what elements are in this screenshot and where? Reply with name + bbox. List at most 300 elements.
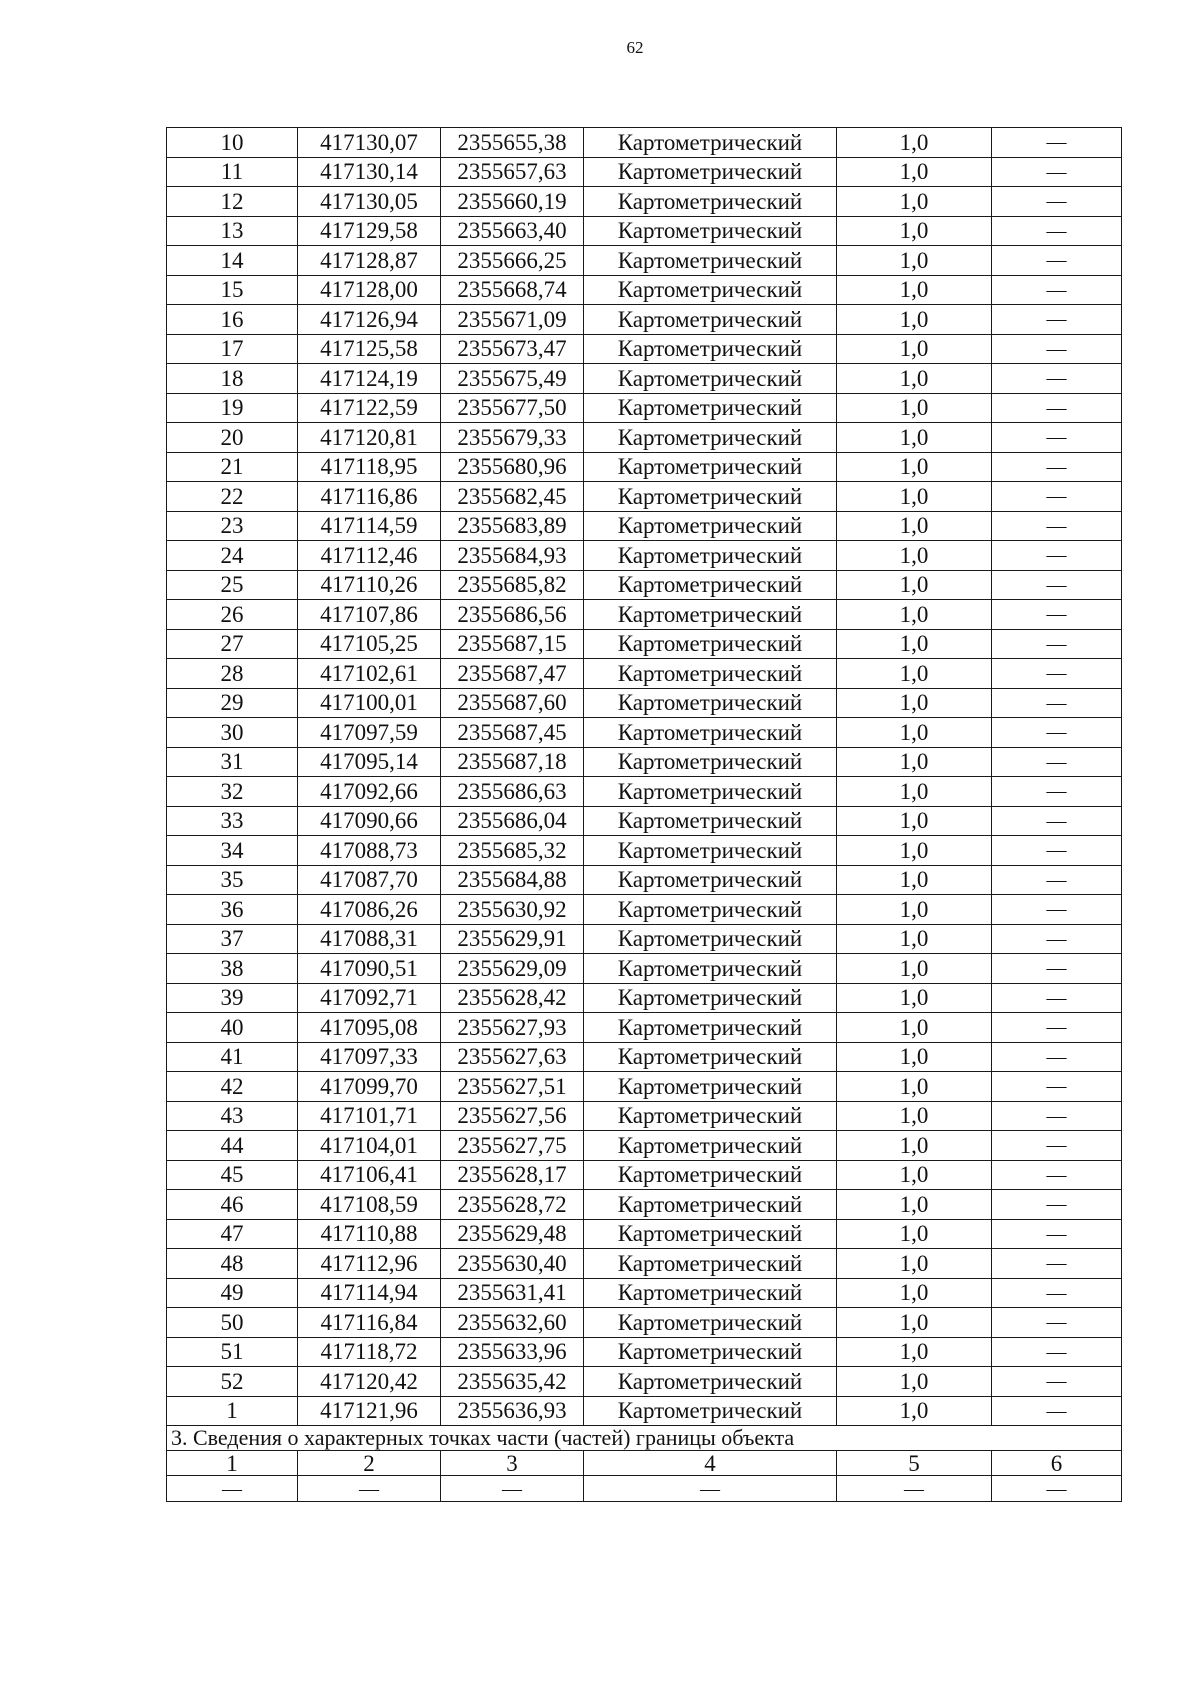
page-number: 62: [626, 38, 644, 57]
x-coordinate-cell: 417092,71: [298, 983, 441, 1013]
description-cell: —: [992, 305, 1122, 335]
accuracy-cell: 1,0: [837, 629, 992, 659]
x-coordinate-cell: 417088,73: [298, 836, 441, 866]
y-coordinate-cell: 2355684,93: [441, 541, 584, 571]
point-number-cell: 49: [167, 1278, 298, 1308]
y-coordinate-cell: 2355687,45: [441, 718, 584, 748]
point-number-cell: 50: [167, 1308, 298, 1338]
y-coordinate-cell: 2355629,09: [441, 954, 584, 984]
description-cell: —: [992, 924, 1122, 954]
method-cell: Картометрический: [584, 216, 837, 246]
method-cell: Картометрический: [584, 541, 837, 571]
description-cell: —: [992, 1337, 1122, 1367]
x-coordinate-cell: 417116,86: [298, 482, 441, 512]
point-number-cell: 51: [167, 1337, 298, 1367]
column-number-cell: 1: [167, 1451, 298, 1476]
x-coordinate-cell: 417112,46: [298, 541, 441, 571]
accuracy-cell: 1,0: [837, 187, 992, 217]
table-row: [167, 511, 1122, 541]
table-row: [167, 659, 1122, 689]
method-cell: Картометрический: [584, 157, 837, 187]
y-coordinate-cell: 2355687,47: [441, 659, 584, 689]
y-coordinate-cell: 2355633,96: [441, 1337, 584, 1367]
table-row: [167, 275, 1122, 305]
method-cell: Картометрический: [584, 747, 837, 777]
description-cell: —: [992, 1190, 1122, 1220]
y-coordinate-cell: 2355677,50: [441, 393, 584, 423]
y-coordinate-cell: 2355687,15: [441, 629, 584, 659]
description-cell: —: [992, 806, 1122, 836]
point-number-cell: 11: [167, 157, 298, 187]
x-coordinate-cell: 417118,95: [298, 452, 441, 482]
point-number-cell: 18: [167, 364, 298, 394]
accuracy-cell: 1,0: [837, 747, 992, 777]
method-cell: Картометрический: [584, 836, 837, 866]
point-number-cell: 40: [167, 1013, 298, 1043]
y-coordinate-cell: 2355630,92: [441, 895, 584, 925]
point-number-cell: 13: [167, 216, 298, 246]
column-number-cell: 2: [298, 1451, 441, 1476]
point-number-cell: 44: [167, 1131, 298, 1161]
table-row: [167, 983, 1122, 1013]
description-cell: —: [992, 1308, 1122, 1338]
method-cell: Картометрический: [584, 364, 837, 394]
method-cell: Картометрический: [584, 1101, 837, 1131]
point-number-cell: 14: [167, 246, 298, 276]
description-cell: —: [992, 482, 1122, 512]
x-coordinate-cell: 417108,59: [298, 1190, 441, 1220]
table-row: [167, 629, 1122, 659]
accuracy-cell: 1,0: [837, 393, 992, 423]
x-coordinate-cell: 417095,08: [298, 1013, 441, 1043]
y-coordinate-cell: 2355627,56: [441, 1101, 584, 1131]
y-coordinate-cell: 2355686,56: [441, 600, 584, 630]
method-cell: Картометрический: [584, 305, 837, 335]
point-number-cell: 17: [167, 334, 298, 364]
y-coordinate-cell: 2355685,32: [441, 836, 584, 866]
method-cell: Картометрический: [584, 334, 837, 364]
accuracy-cell: 1,0: [837, 334, 992, 364]
column-number-cell: 3: [441, 1451, 584, 1476]
accuracy-cell: 1,0: [837, 1219, 992, 1249]
description-cell: —: [992, 187, 1122, 217]
column-number-cell: 5: [837, 1451, 992, 1476]
table-row: [167, 364, 1122, 394]
method-cell: Картометрический: [584, 452, 837, 482]
y-coordinate-cell: 2355630,40: [441, 1249, 584, 1279]
x-coordinate-cell: 417095,14: [298, 747, 441, 777]
table-row: [167, 865, 1122, 895]
point-number-cell: 36: [167, 895, 298, 925]
y-coordinate-cell: 2355628,17: [441, 1160, 584, 1190]
y-coordinate-cell: 2355675,49: [441, 364, 584, 394]
table-row: [167, 1042, 1122, 1072]
accuracy-cell: 1,0: [837, 570, 992, 600]
table-row: [167, 1101, 1122, 1131]
accuracy-cell: 1,0: [837, 452, 992, 482]
description-cell: —: [992, 1013, 1122, 1043]
table-row: [167, 305, 1122, 335]
x-coordinate-cell: 417110,88: [298, 1219, 441, 1249]
y-coordinate-cell: 2355632,60: [441, 1308, 584, 1338]
method-cell: Картометрический: [584, 1249, 837, 1279]
x-coordinate-cell: 417090,51: [298, 954, 441, 984]
method-cell: Картометрический: [584, 600, 837, 630]
x-coordinate-cell: 417114,59: [298, 511, 441, 541]
table-row: [167, 718, 1122, 748]
accuracy-cell: 1,0: [837, 600, 992, 630]
description-cell: —: [992, 1042, 1122, 1072]
x-coordinate-cell: 417130,07: [298, 128, 441, 158]
x-coordinate-cell: 417107,86: [298, 600, 441, 630]
description-cell: —: [992, 777, 1122, 807]
empty-data-row: [167, 1476, 1122, 1502]
description-cell: —: [992, 600, 1122, 630]
table-row: [167, 393, 1122, 423]
accuracy-cell: 1,0: [837, 1013, 992, 1043]
accuracy-cell: 1,0: [837, 1337, 992, 1367]
method-cell: Картометрический: [584, 777, 837, 807]
description-cell: —: [992, 275, 1122, 305]
point-number-cell: 31: [167, 747, 298, 777]
point-number-cell: 20: [167, 423, 298, 453]
accuracy-cell: 1,0: [837, 1131, 992, 1161]
point-number-cell: 34: [167, 836, 298, 866]
point-number-cell: 30: [167, 718, 298, 748]
x-coordinate-cell: 417104,01: [298, 1131, 441, 1161]
y-coordinate-cell: 2355627,51: [441, 1072, 584, 1102]
method-cell: Картометрический: [584, 924, 837, 954]
accuracy-cell: 1,0: [837, 157, 992, 187]
accuracy-cell: 1,0: [837, 128, 992, 158]
accuracy-cell: 1,0: [837, 482, 992, 512]
accuracy-cell: 1,0: [837, 1042, 992, 1072]
x-coordinate-cell: 417124,19: [298, 364, 441, 394]
accuracy-cell: 1,0: [837, 1072, 992, 1102]
method-cell: Картометрический: [584, 1367, 837, 1397]
table-row: [167, 806, 1122, 836]
y-coordinate-cell: 2355629,91: [441, 924, 584, 954]
y-coordinate-cell: 2355683,89: [441, 511, 584, 541]
method-cell: Картометрический: [584, 688, 837, 718]
point-number-cell: 10: [167, 128, 298, 158]
column-number-row: [167, 1451, 1122, 1476]
description-cell: —: [992, 747, 1122, 777]
method-cell: Картометрический: [584, 570, 837, 600]
y-coordinate-cell: 2355657,63: [441, 157, 584, 187]
table-row: [167, 777, 1122, 807]
empty-cell: —: [167, 1476, 298, 1502]
y-coordinate-cell: 2355680,96: [441, 452, 584, 482]
point-number-cell: 39: [167, 983, 298, 1013]
table-row: [167, 1337, 1122, 1367]
description-cell: —: [992, 452, 1122, 482]
empty-cell: —: [992, 1476, 1122, 1502]
x-coordinate-cell: 417100,01: [298, 688, 441, 718]
accuracy-cell: 1,0: [837, 364, 992, 394]
description-cell: —: [992, 1131, 1122, 1161]
point-number-cell: 24: [167, 541, 298, 571]
accuracy-cell: 1,0: [837, 1190, 992, 1220]
table-row: [167, 482, 1122, 512]
description-cell: —: [992, 954, 1122, 984]
x-coordinate-cell: 417087,70: [298, 865, 441, 895]
x-coordinate-cell: 417130,05: [298, 187, 441, 217]
point-number-cell: 29: [167, 688, 298, 718]
method-cell: Картометрический: [584, 629, 837, 659]
description-cell: —: [992, 688, 1122, 718]
point-number-cell: 1: [167, 1396, 298, 1426]
method-cell: Картометрический: [584, 1131, 837, 1161]
description-cell: —: [992, 393, 1122, 423]
x-coordinate-cell: 417120,81: [298, 423, 441, 453]
point-number-cell: 46: [167, 1190, 298, 1220]
empty-cell: —: [441, 1476, 584, 1502]
accuracy-cell: 1,0: [837, 777, 992, 807]
table-row: [167, 1367, 1122, 1397]
method-cell: Картометрический: [584, 1337, 837, 1367]
y-coordinate-cell: 2355671,09: [441, 305, 584, 335]
accuracy-cell: 1,0: [837, 688, 992, 718]
column-number-cell: 4: [584, 1451, 837, 1476]
description-cell: —: [992, 1219, 1122, 1249]
method-cell: Картометрический: [584, 482, 837, 512]
accuracy-cell: 1,0: [837, 924, 992, 954]
method-cell: Картометрический: [584, 865, 837, 895]
description-cell: —: [992, 1278, 1122, 1308]
table-row: [167, 570, 1122, 600]
x-coordinate-cell: 417097,59: [298, 718, 441, 748]
x-coordinate-cell: 417112,96: [298, 1249, 441, 1279]
y-coordinate-cell: 2355684,88: [441, 865, 584, 895]
x-coordinate-cell: 417106,41: [298, 1160, 441, 1190]
method-cell: Картометрический: [584, 1013, 837, 1043]
point-number-cell: 22: [167, 482, 298, 512]
y-coordinate-cell: 2355682,45: [441, 482, 584, 512]
y-coordinate-cell: 2355629,48: [441, 1219, 584, 1249]
table-row: [167, 1131, 1122, 1161]
point-number-cell: 27: [167, 629, 298, 659]
method-cell: Картометрический: [584, 1219, 837, 1249]
point-number-cell: 21: [167, 452, 298, 482]
y-coordinate-cell: 2355660,19: [441, 187, 584, 217]
table-row: [167, 836, 1122, 866]
point-number-cell: 35: [167, 865, 298, 895]
table-row: [167, 924, 1122, 954]
y-coordinate-cell: 2355686,04: [441, 806, 584, 836]
method-cell: Картометрический: [584, 954, 837, 984]
accuracy-cell: 1,0: [837, 836, 992, 866]
x-coordinate-cell: 417128,00: [298, 275, 441, 305]
table-row: [167, 452, 1122, 482]
empty-cell: —: [584, 1476, 837, 1502]
point-number-cell: 23: [167, 511, 298, 541]
y-coordinate-cell: 2355631,41: [441, 1278, 584, 1308]
accuracy-cell: 1,0: [837, 511, 992, 541]
method-cell: Картометрический: [584, 187, 837, 217]
y-coordinate-cell: 2355686,63: [441, 777, 584, 807]
description-cell: —: [992, 1072, 1122, 1102]
y-coordinate-cell: 2355628,42: [441, 983, 584, 1013]
method-cell: Картометрический: [584, 895, 837, 925]
point-number-cell: 45: [167, 1160, 298, 1190]
table-row: [167, 895, 1122, 925]
description-cell: —: [992, 718, 1122, 748]
description-cell: —: [992, 216, 1122, 246]
x-coordinate-cell: 417122,59: [298, 393, 441, 423]
table-body: [167, 128, 1122, 1502]
point-number-cell: 38: [167, 954, 298, 984]
point-number-cell: 47: [167, 1219, 298, 1249]
accuracy-cell: 1,0: [837, 865, 992, 895]
table-row: [167, 1190, 1122, 1220]
y-coordinate-cell: 2355685,82: [441, 570, 584, 600]
method-cell: Картометрический: [584, 128, 837, 158]
description-cell: —: [992, 334, 1122, 364]
accuracy-cell: 1,0: [837, 1249, 992, 1279]
y-coordinate-cell: 2355628,72: [441, 1190, 584, 1220]
table-row: [167, 216, 1122, 246]
description-cell: —: [992, 865, 1122, 895]
table-row: [167, 541, 1122, 571]
x-coordinate-cell: 417097,33: [298, 1042, 441, 1072]
table-row: [167, 246, 1122, 276]
y-coordinate-cell: 2355666,25: [441, 246, 584, 276]
x-coordinate-cell: 417114,94: [298, 1278, 441, 1308]
table-row: [167, 128, 1122, 158]
table-row: [167, 1278, 1122, 1308]
accuracy-cell: 1,0: [837, 305, 992, 335]
y-coordinate-cell: 2355655,38: [441, 128, 584, 158]
accuracy-cell: 1,0: [837, 983, 992, 1013]
table-row: [167, 1308, 1122, 1338]
accuracy-cell: 1,0: [837, 1160, 992, 1190]
x-coordinate-cell: 417126,94: [298, 305, 441, 335]
description-cell: —: [992, 570, 1122, 600]
method-cell: Картометрический: [584, 1072, 837, 1102]
y-coordinate-cell: 2355635,42: [441, 1367, 584, 1397]
y-coordinate-cell: 2355679,33: [441, 423, 584, 453]
method-cell: Картометрический: [584, 1278, 837, 1308]
description-cell: —: [992, 1396, 1122, 1426]
x-coordinate-cell: 417110,26: [298, 570, 441, 600]
description-cell: —: [992, 1367, 1122, 1397]
point-number-cell: 48: [167, 1249, 298, 1279]
boundary-points-table: [166, 127, 1122, 1502]
y-coordinate-cell: 2355627,75: [441, 1131, 584, 1161]
point-number-cell: 19: [167, 393, 298, 423]
x-coordinate-cell: 417120,42: [298, 1367, 441, 1397]
y-coordinate-cell: 2355663,40: [441, 216, 584, 246]
table-row: [167, 1396, 1122, 1426]
method-cell: Картометрический: [584, 1160, 837, 1190]
accuracy-cell: 1,0: [837, 718, 992, 748]
point-number-cell: 32: [167, 777, 298, 807]
description-cell: —: [992, 364, 1122, 394]
description-cell: —: [992, 836, 1122, 866]
x-coordinate-cell: 417099,70: [298, 1072, 441, 1102]
y-coordinate-cell: 2355673,47: [441, 334, 584, 364]
method-cell: Картометрический: [584, 1396, 837, 1426]
description-cell: —: [992, 423, 1122, 453]
description-cell: —: [992, 895, 1122, 925]
empty-cell: —: [837, 1476, 992, 1502]
empty-cell: —: [298, 1476, 441, 1502]
x-coordinate-cell: 417130,14: [298, 157, 441, 187]
table-row: [167, 1072, 1122, 1102]
accuracy-cell: 1,0: [837, 895, 992, 925]
section-3-title: 3. Сведения о характерных точках части (частей) границы объекта: [167, 1426, 1122, 1451]
point-number-cell: 28: [167, 659, 298, 689]
x-coordinate-cell: 417128,87: [298, 246, 441, 276]
table-row: [167, 600, 1122, 630]
description-cell: —: [992, 246, 1122, 276]
point-number-cell: 37: [167, 924, 298, 954]
table-row: [167, 1249, 1122, 1279]
y-coordinate-cell: 2355687,18: [441, 747, 584, 777]
point-number-cell: 25: [167, 570, 298, 600]
table-row: [167, 187, 1122, 217]
x-coordinate-cell: 417105,25: [298, 629, 441, 659]
point-number-cell: 15: [167, 275, 298, 305]
table-row: [167, 747, 1122, 777]
accuracy-cell: 1,0: [837, 216, 992, 246]
accuracy-cell: 1,0: [837, 275, 992, 305]
point-number-cell: 42: [167, 1072, 298, 1102]
table-row: [167, 1160, 1122, 1190]
method-cell: Картометрический: [584, 246, 837, 276]
accuracy-cell: 1,0: [837, 246, 992, 276]
table-row: [167, 1219, 1122, 1249]
accuracy-cell: 1,0: [837, 423, 992, 453]
table-row: [167, 157, 1122, 187]
x-coordinate-cell: 417102,61: [298, 659, 441, 689]
x-coordinate-cell: 417116,84: [298, 1308, 441, 1338]
table-row: [167, 334, 1122, 364]
method-cell: Картометрический: [584, 806, 837, 836]
section-3-row: [167, 1426, 1122, 1451]
description-cell: —: [992, 1249, 1122, 1279]
accuracy-cell: 1,0: [837, 1101, 992, 1131]
y-coordinate-cell: 2355668,74: [441, 275, 584, 305]
point-number-cell: 16: [167, 305, 298, 335]
description-cell: —: [992, 128, 1122, 158]
y-coordinate-cell: 2355687,60: [441, 688, 584, 718]
point-number-cell: 26: [167, 600, 298, 630]
method-cell: Картометрический: [584, 275, 837, 305]
description-cell: —: [992, 1160, 1122, 1190]
description-cell: —: [992, 541, 1122, 571]
description-cell: —: [992, 511, 1122, 541]
y-coordinate-cell: 2355627,63: [441, 1042, 584, 1072]
x-coordinate-cell: 417092,66: [298, 777, 441, 807]
x-coordinate-cell: 417121,96: [298, 1396, 441, 1426]
method-cell: Картометрический: [584, 511, 837, 541]
method-cell: Картометрический: [584, 1308, 837, 1338]
table-row: [167, 423, 1122, 453]
x-coordinate-cell: 417129,58: [298, 216, 441, 246]
accuracy-cell: 1,0: [837, 1367, 992, 1397]
method-cell: Картометрический: [584, 1042, 837, 1072]
method-cell: Картометрический: [584, 718, 837, 748]
method-cell: Картометрический: [584, 423, 837, 453]
description-cell: —: [992, 157, 1122, 187]
point-number-cell: 43: [167, 1101, 298, 1131]
description-cell: —: [992, 629, 1122, 659]
point-number-cell: 52: [167, 1367, 298, 1397]
accuracy-cell: 1,0: [837, 954, 992, 984]
table-row: [167, 954, 1122, 984]
